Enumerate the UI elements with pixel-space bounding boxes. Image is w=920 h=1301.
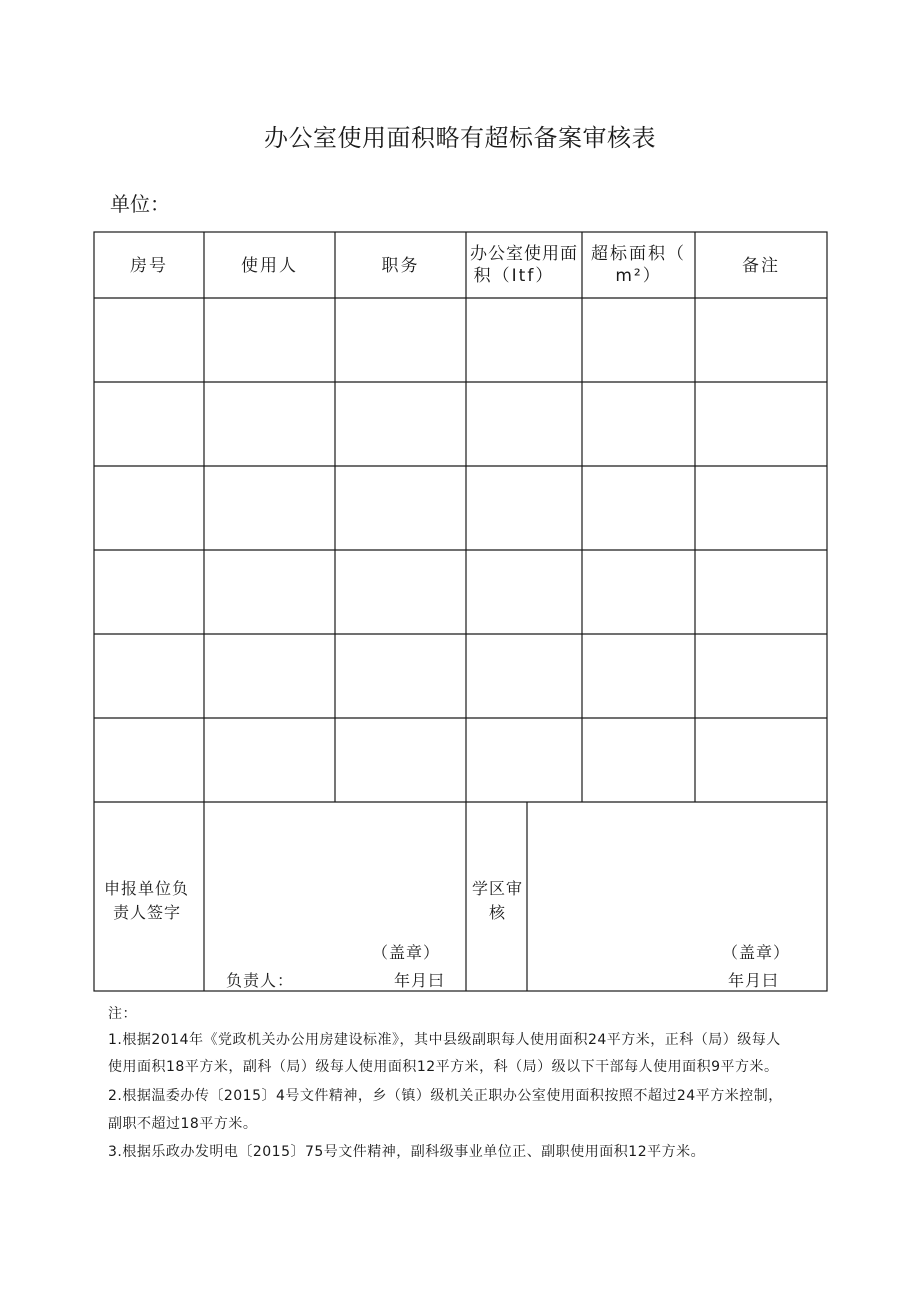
note-2-line2: 副职不超过18平方米。 <box>108 1116 258 1132</box>
header-user: 使用人 <box>241 256 298 276</box>
note-3-line1: 3.根据乐政办发明电〔2015〕75号文件精神，副科级事业单位正、副职使用面积12平方米。 <box>108 1144 706 1160</box>
applicant-label-line1: 申报单位负 <box>104 879 190 898</box>
review-label-line1: 学区审 <box>472 879 524 898</box>
applicant-label-line2: 责人签字 <box>113 903 182 922</box>
review-stamp: （盖章） <box>722 943 791 962</box>
applicant-stamp: （盖章） <box>372 943 441 962</box>
header-remarks: 备注 <box>742 256 780 276</box>
unit-label: 单位： <box>110 192 170 216</box>
applicant-date: 年月曰 <box>394 971 446 990</box>
note-1-line2: 使用面积18平方米，副科（局）级每人使用面积12平方米，科（局）级以下干部每人使用面积9平方米。 <box>108 1059 779 1075</box>
header-office-area-line2: 积（Itf） <box>473 266 555 286</box>
applicant-responsible-label: 负责人： <box>226 971 295 990</box>
review-label-line2: 核 <box>489 903 507 922</box>
note-1-line1: 1.根据2014年《党政机关办公用房建设标准》，其中县级副职每人使用面积24平方米，正科（局）级每人 <box>108 1032 781 1048</box>
notes-heading: 注： <box>108 1006 137 1022</box>
header-office-area-line1: 办公室使用面 <box>470 244 578 264</box>
header-position: 职务 <box>381 256 420 276</box>
page-title: 办公室使用面积略有超标备案审核表 <box>264 124 656 152</box>
header-excess-area-line1: 超标面积（ <box>591 244 686 264</box>
header-room: 房号 <box>130 256 168 276</box>
review-date: 年月曰 <box>728 971 780 990</box>
header-excess-area-line2: m²） <box>615 266 662 286</box>
note-2-line1: 2.根据温委办传〔2015〕4号文件精神，乡（镇）级机关正职办公室使用面积按照不超过24平方米控制， <box>108 1088 783 1104</box>
